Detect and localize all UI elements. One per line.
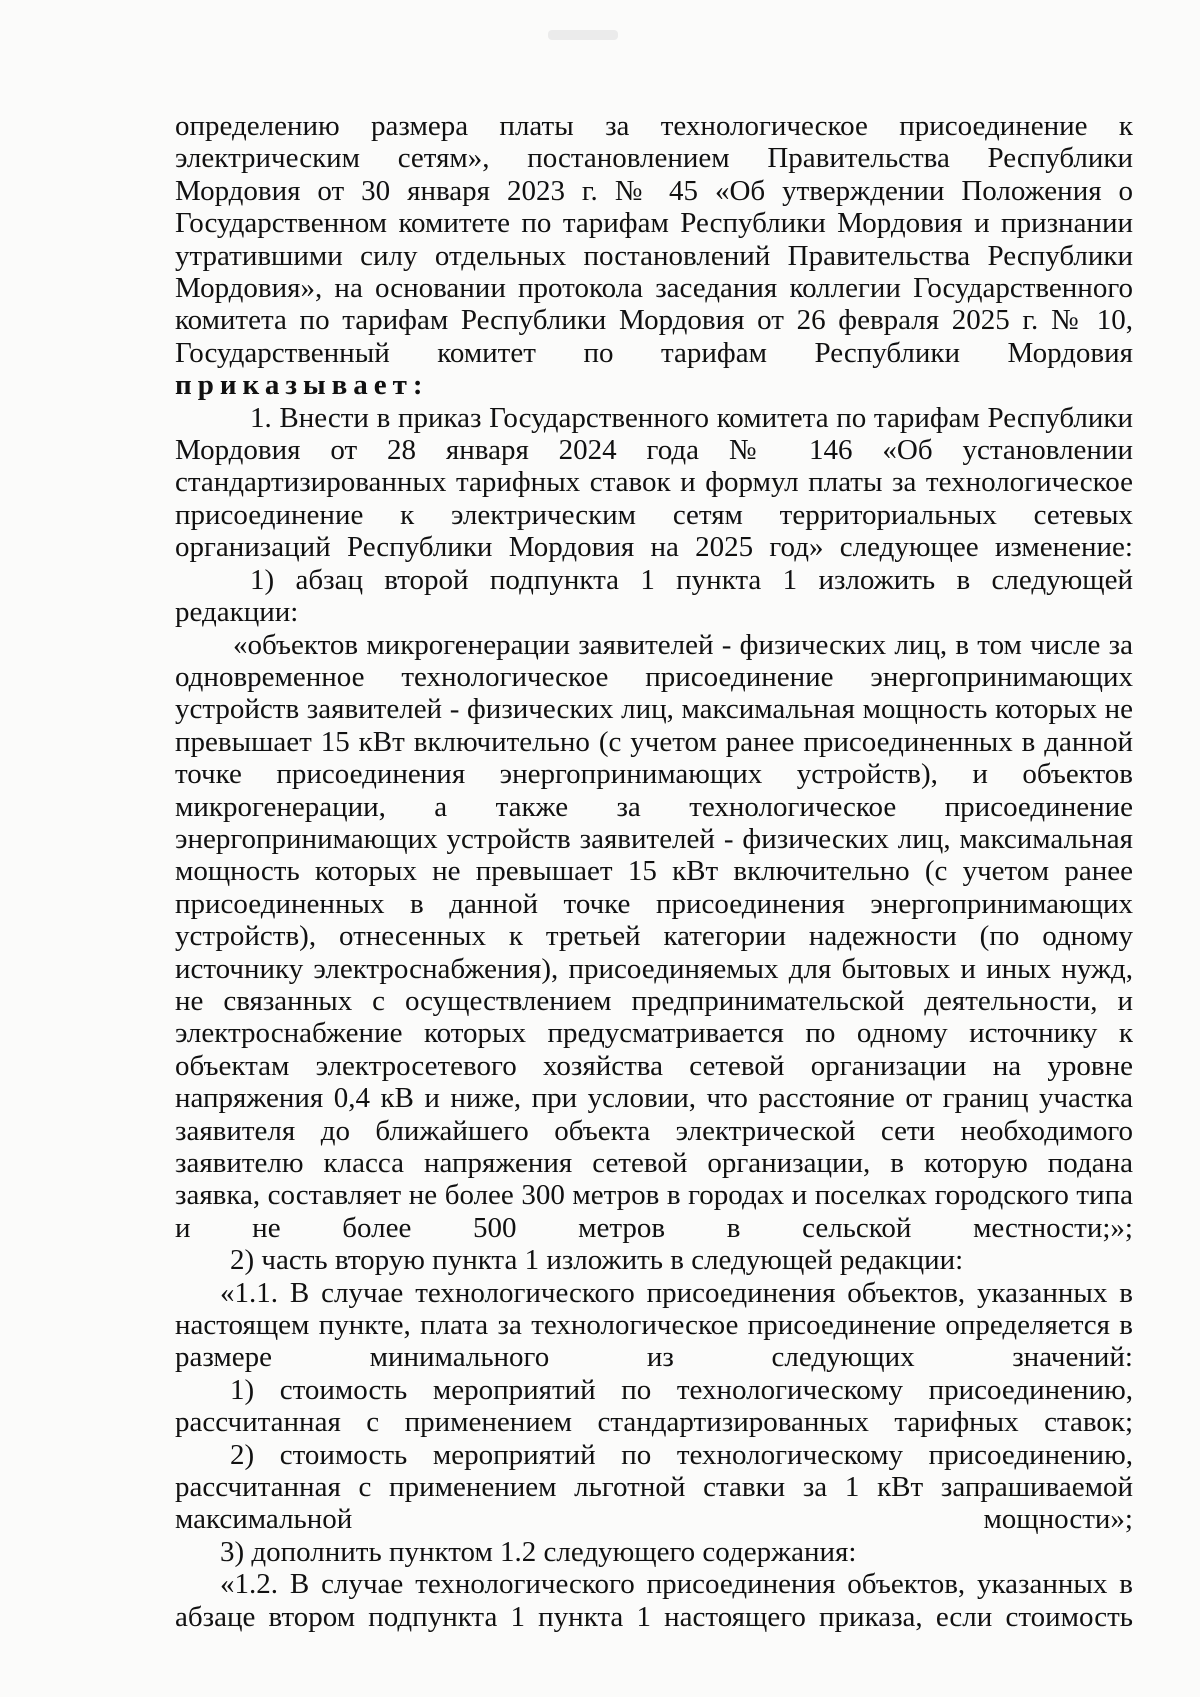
paragraph-quote-2-item-2: 2) стоимость мероприятий по технологическому присоединению, рассчитанная с применением льготной ставки за 1 кВт запрашиваемой максимальной мощности»; — [175, 1438, 1133, 1536]
document-body — [175, 110, 1133, 1633]
paragraph-item-1: 1. Внести в приказ Государственного комитета по тарифам Республики Мордовия от 28 января 2024 года № 146 «Об установлении стандартизированных тарифных ставок и формул платы за технологическое присоединение к электрическим сетям территориальных сетевых организаций Республики Мордовия на 2025 год» следующее изменение: — [175, 401, 1133, 564]
paragraph-subitem-1: 1) абзац второй подпункта 1 пункта 1 изложить в следующей редакции: — [175, 563, 1133, 629]
paragraph-intro: определению размера платы за технологическое присоединение к электрическим сетям», постановлением Правительства Республики Мордовия от 30 января 2023 г. № 45 «Об утверждении Положения о Государственном комитете по тарифам Республики Мордовия и признании утратившими силу отдельных постановлений Правительства Республики Мордовия», на основании протокола заседания коллегии Государственного комитета по тарифам Республики Мордовия от 26 февраля 2025 г. № 10, Государственный комитет по тарифам Республики Мордовия — [175, 110, 1133, 369]
paragraph-quote-1: «объектов микрогенерации заявителей - физических лиц, в том числе за одновременное технологическое присоединение энергопринимающих устройств заявителей - физических лиц, максимальная мощность которых не превышает 15 кВт включительно (с учетом ранее присоединенных в данной точке присоединения энергопринимающих устройств), и объектов микрогенерации, а также за технологическое присоединение энергопринимающих устройств заявителей - физических лиц, максимальная мощность которых не превышает 15 кВт включительно (с учетом ранее присоединенных в данной точке присоединения энергопринимающих устройств), отнесенных к третьей категории надежности (по одному источнику электроснабжения), присоединяемых для бытовых и иных нужд, не связанных с осуществлением предпринимательской деятельности, и электроснабжение которых предусматривается по одному источнику к объектам электросетевого хозяйства сетевой организации на уровне напряжения 0,4 кВ и ниже, при условии, что расстояние от границ участка заявителя до ближайшего объекта электрической сети необходимого заявителю класса напряжения сетевой организации, в которую подана заявка, составляет не более 300 метров в городах и поселках городского типа и не более 500 метров в сельской местности;»; — [175, 628, 1133, 1244]
paragraph-subitem-3: 3) дополнить пунктом 1.2 следующего содержания: — [220, 1535, 857, 1568]
scan-smudge — [548, 30, 618, 40]
paragraph-quote-3: «1.2. В случае технологического присоединения объектов, указанных в абзаце втором подпункта 1 пункта 1 настоящего приказа, если стоимость — [175, 1568, 1133, 1633]
paragraph-orders: приказывает: — [175, 369, 429, 402]
paragraph-subitem-2: 2) часть вторую пункта 1 изложить в следующей редакции: — [230, 1244, 964, 1277]
paragraph-quote-2-item-1: 1) стоимость мероприятий по технологическому присоединению, рассчитанная с применением стандартизированных тарифных ставок; — [175, 1373, 1133, 1439]
paragraph-quote-2: «1.1. В случае технологического присоединения объектов, указанных в настоящем пункте, плата за технологическое присоединение определяется в размере минимального из следующих значений: — [175, 1276, 1133, 1374]
